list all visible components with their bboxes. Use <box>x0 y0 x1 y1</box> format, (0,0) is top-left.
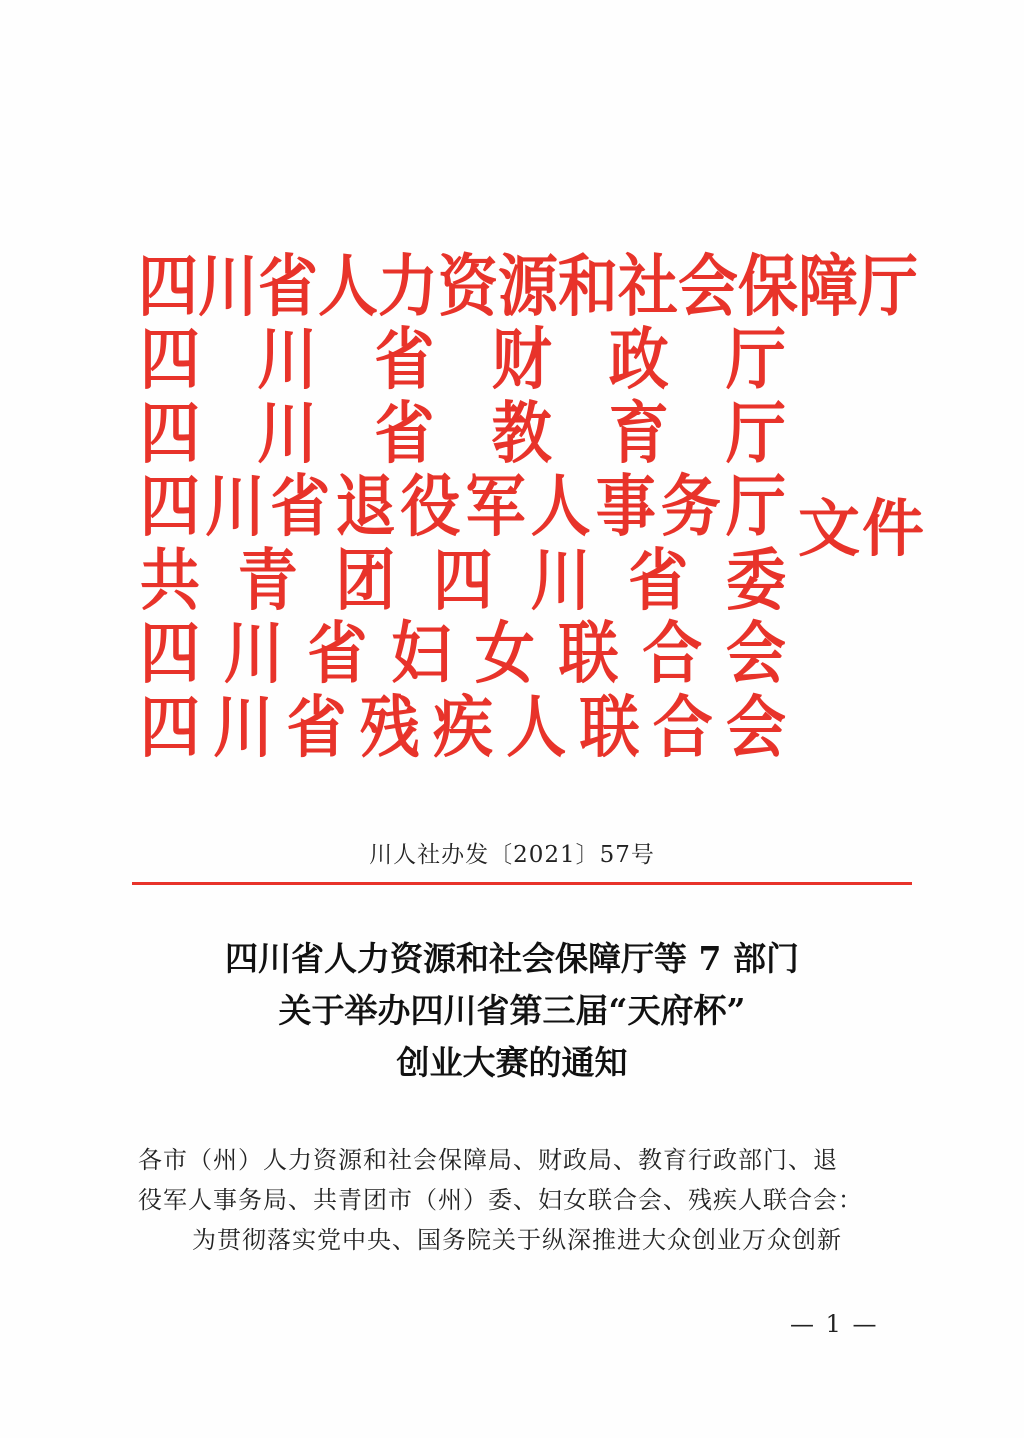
masthead-agency-row <box>138 541 788 620</box>
masthead-agency-char: 保 <box>738 247 798 326</box>
document-title <box>0 933 1024 1089</box>
masthead-agency-char: 省 <box>307 615 368 694</box>
masthead-agency-char: 和 <box>558 247 618 326</box>
title-line: 关于举办四川省第三届“天府杯” <box>278 991 746 1030</box>
masthead-agency-char: 委 <box>725 541 786 620</box>
red-divider-line <box>132 882 912 885</box>
masthead-agency-char: 退 <box>335 468 396 547</box>
masthead-agency-char: 合 <box>642 615 703 694</box>
masthead-agency-char: 省 <box>628 541 689 620</box>
masthead-agency-char: 川 <box>198 247 258 326</box>
masthead-agency-char: 厅 <box>858 247 918 326</box>
document-body <box>138 1140 908 1260</box>
recipients-line: 役军人事务局、共青团市（州）委、妇女联合会、残疾人联合会： <box>138 1186 863 1214</box>
masthead-agency-char: 省 <box>286 688 347 767</box>
masthead-agency-char: 省 <box>374 321 435 400</box>
title-line: 四川省人力资源和社会保障厅等 7 部门 <box>225 939 799 978</box>
masthead-agency-char: 障 <box>798 247 858 326</box>
masthead-agency-char: 省 <box>258 247 318 326</box>
masthead-agency-char: 省 <box>374 394 435 473</box>
masthead-agency-char: 川 <box>223 615 284 694</box>
masthead-agency-char: 事 <box>595 468 656 547</box>
masthead-agency-char: 人 <box>506 688 567 767</box>
masthead-agency-char: 社 <box>618 247 678 326</box>
masthead-agency-char: 疾 <box>433 688 493 767</box>
masthead-agency-char: 四 <box>138 247 198 326</box>
masthead-agency-char: 会 <box>726 688 786 767</box>
masthead-agency-char: 四 <box>140 321 200 400</box>
masthead-agency-char: 会 <box>725 615 786 694</box>
masthead-agency-char: 青 <box>237 541 298 620</box>
title-line: 创业大赛的通知 <box>396 1043 628 1082</box>
masthead-agency-row <box>138 394 788 473</box>
masthead-agency-row <box>138 615 788 694</box>
recipients-line: 各市（州）人力资源和社会保障局、财政局、教育行政部门、退 <box>138 1146 838 1174</box>
masthead-agency-char: 财 <box>491 321 552 400</box>
masthead-agency-char: 川 <box>213 688 274 767</box>
masthead-agency-char: 厅 <box>725 321 786 400</box>
masthead-agency-char: 联 <box>579 688 640 767</box>
masthead-agency-char: 资 <box>438 247 498 326</box>
masthead-agency-char: 川 <box>257 394 318 473</box>
masthead-agency-char: 会 <box>678 247 738 326</box>
masthead-agency-row <box>138 321 788 400</box>
masthead-suffix: 文件 <box>798 492 927 565</box>
masthead-agency-char: 政 <box>608 321 669 400</box>
masthead-agency-char: 共 <box>140 541 200 620</box>
masthead-agency-char: 四 <box>140 615 200 694</box>
masthead-agency-row <box>138 247 918 326</box>
masthead-agency-char: 军 <box>465 468 526 547</box>
masthead-agency-char: 育 <box>608 394 669 473</box>
masthead-agency-char: 人 <box>318 247 378 326</box>
masthead-agency-char: 川 <box>205 468 266 547</box>
masthead-agency-char: 务 <box>660 468 721 547</box>
masthead-agency-char: 源 <box>498 247 558 326</box>
masthead-agency-char: 四 <box>140 468 200 547</box>
masthead-agency-char: 厅 <box>725 394 786 473</box>
document-number: 川人社办发〔2021〕57号 <box>369 842 655 868</box>
masthead-agency-char: 团 <box>335 541 396 620</box>
masthead-agency-char: 残 <box>359 688 420 767</box>
masthead-agency-char: 力 <box>378 247 438 326</box>
masthead-agency-char: 四 <box>140 688 200 767</box>
masthead-agency-char: 四 <box>432 541 493 620</box>
masthead-agency-char: 川 <box>530 541 591 620</box>
masthead-agency-char: 人 <box>530 468 591 547</box>
masthead-agency-char: 四 <box>140 394 200 473</box>
masthead-agency-row <box>138 688 788 767</box>
masthead-agency-char: 川 <box>257 321 318 400</box>
masthead-agency-char: 役 <box>400 468 461 547</box>
masthead-agency-char: 妇 <box>391 615 452 694</box>
masthead-agency-char: 联 <box>558 615 619 694</box>
masthead-agency-char: 教 <box>491 394 552 473</box>
paragraph-line: 为贯彻落实党中央、国务院关于纵深推进大众创业万众创新 <box>192 1226 842 1254</box>
masthead-agency-row <box>138 468 788 547</box>
masthead-agency-char: 厅 <box>725 468 786 547</box>
masthead-agency-char: 省 <box>270 468 331 547</box>
page-number: — 1 — <box>790 1310 879 1338</box>
masthead-agency-char: 合 <box>652 688 713 767</box>
masthead-agency-char: 女 <box>474 615 535 694</box>
